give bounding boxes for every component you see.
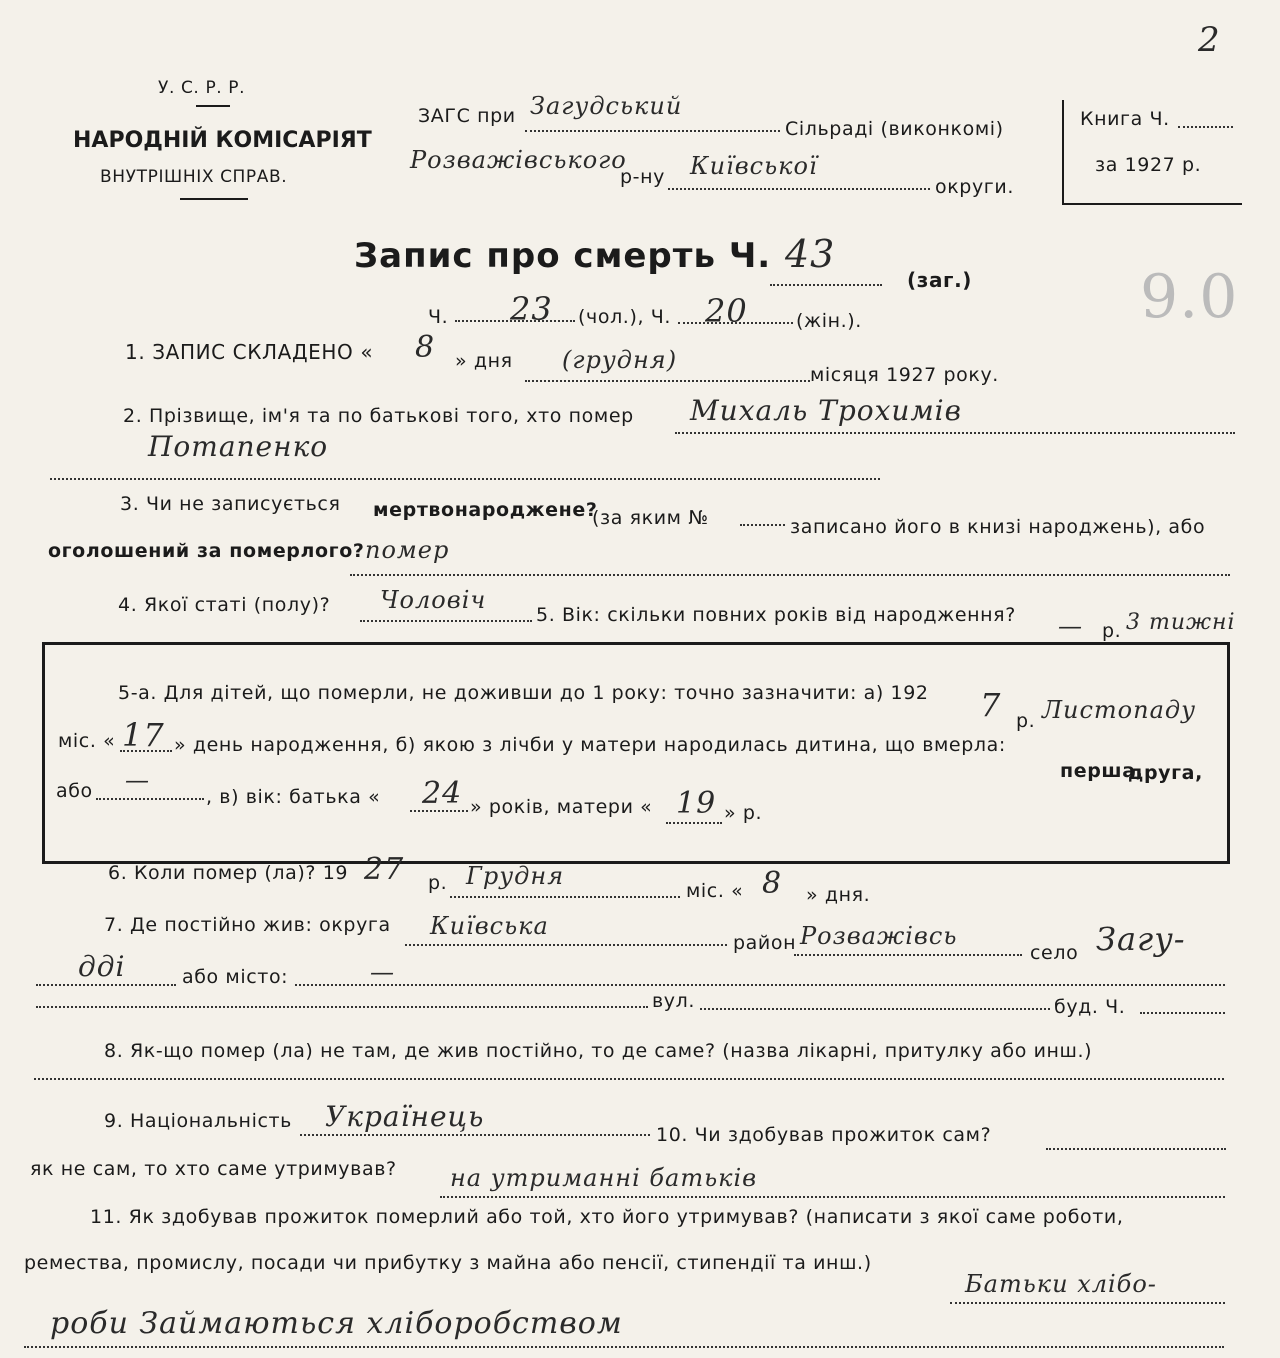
fill-line [295,984,1225,986]
q6-tail: » дня. [806,884,871,906]
q5a-dash-handwritten: — [125,766,150,794]
department-title: ВНУТРІШНІХ СПРАВ. [100,167,288,187]
q7-raion-handwritten: Розважівсь [800,922,958,950]
margin-mark-side: 9.0 [1140,262,1239,332]
fill-line [1046,1148,1226,1150]
q6-month-handwritten: Грудня [466,862,565,890]
q11-label-cont: ремества, промислу, посади чи прибутку з майна або пенсії, стипендії та инш.) [24,1252,872,1274]
count-ch-label: Ч. [428,306,449,328]
female-label: (жін.). [796,310,862,332]
fill-line [36,984,176,986]
fill-line [300,1134,650,1136]
fill-line [50,478,880,480]
fill-line [360,620,532,622]
q11-answer-handwritten-cont: роби Займаються хліборобством [50,1306,623,1341]
female-count-handwritten: 20 [705,292,748,330]
q5a-label: 5-а. Для дітей, що померли, не доживши до 1 року: точно зазначити: а) 192 [118,682,929,704]
q3-stillborn: мертвонароджене? [373,499,598,521]
fill-line [36,1006,648,1008]
q4-answer-handwritten: Чоловіч [380,586,487,614]
q5a-day-handwritten: 17 [122,716,165,754]
q11-label: 11. Як здобував прожиток померлий або той, хто його утримував? (написати з якої саме роботи, [90,1206,1124,1228]
q10-answer-handwritten: на утриманні батьків [450,1164,758,1192]
fill-line [450,896,680,898]
zags-okruha-handwritten: Київської [690,152,818,180]
zags-label: ЗАГС при [418,105,516,127]
q3-label: 3. Чи не записується [120,493,341,515]
fill-line [96,798,204,800]
q5a-father-age-handwritten: 24 [422,776,463,811]
q5-age-handwritten: 3 тижні [1126,610,1236,635]
okruha-label: округи. [935,176,1014,198]
q5a-mis: міс. « [58,730,116,752]
divider [196,105,230,107]
q6-mis: міс. « [686,880,744,902]
fill-line [770,284,882,286]
fill-line [740,524,785,526]
q7-raion-label: район [733,932,797,954]
fill-line [120,750,172,752]
q7-selo-label: село [1030,942,1079,964]
zags-raion-handwritten: Розважівського [410,146,627,174]
record-number-handwritten: 43 [785,232,836,276]
q2-label: 2. Прізвище, ім'я та по батькові того, хто помер [123,405,634,427]
q1-label: 1. ЗАПИС СКЛАДЕНО « [125,340,374,364]
fill-line [350,574,1230,576]
male-label: (чол.), Ч. [578,306,672,328]
q7-street-label: вул. [652,990,696,1012]
fill-line [794,954,1022,956]
q2-surname-handwritten: Потапенко [148,430,329,463]
q6-year-handwritten: 27 [364,852,405,887]
q1-tail: місяця 1927 року. [810,364,999,386]
fill-line [675,432,1235,434]
book-box-border [1062,203,1242,205]
divider [180,198,248,200]
zags-village-handwritten: Загудський [530,92,683,120]
q3-answer-handwritten: помер [365,536,450,564]
fill-line [1140,1012,1225,1014]
q5a-abo: або [56,780,93,802]
q9-label: 9. Національність [104,1110,292,1132]
fill-line [525,380,810,382]
fill-line [455,320,575,322]
book-year: за 1927 р. [1095,154,1202,176]
q4-label: 4. Якої статі (полу)? [118,594,331,616]
q7-city-label: або місто: [182,966,289,988]
fill-line [700,1008,1050,1010]
q11-answer-handwritten: Батьки хлібо- [965,1270,1157,1298]
fill-line [666,822,722,824]
fill-line [440,1196,1225,1198]
q7-label: 7. Де постійно жив: округа [104,914,391,936]
q1-month-handwritten: (грудня) [562,346,678,374]
q7-okruha-handwritten: Київська [430,912,549,940]
q5-dash-handwritten: — [1058,612,1083,640]
q7-selo-handwritten-cont: дді [78,950,126,983]
book-box-border [1062,100,1064,205]
q5a-parents-age: , в) вік: батька « [206,786,381,808]
q5a-month-handwritten: Листопаду [1042,696,1197,724]
q5a-mother-label: » років, матери « [470,796,653,818]
fill-line [34,1078,1224,1080]
q5-r: р. [1102,620,1122,642]
q1-day-handwritten: 8 [415,330,436,365]
q9-answer-handwritten: Українець [325,1100,485,1133]
q3-birth-book: записано його в книзі народжень), або [790,516,1206,538]
q3-declared-dead: оголошений за померлого? [48,540,365,562]
q6-day-handwritten: 8 [762,866,783,901]
q6-label: 6. Коли помер (ла)? 19 [108,862,349,884]
q6-r: р. [428,872,448,894]
q7-building-label: буд. Ч. [1054,996,1126,1018]
q8-label: 8. Як-що помер (ла) не там, де жив постійно, то де саме? (назва лікарні, притулку або инш.) [104,1040,1093,1062]
q5-label: 5. Вік: скільки повних років від народження? [536,604,1016,626]
fill-line [668,188,930,190]
republic-label: У. С. Р. Р. [158,78,246,98]
fill-line [678,322,793,324]
q5a-second: друга, [1128,762,1203,784]
fill-line [410,810,468,812]
q1-day-label: » дня [455,350,513,372]
q5a-birth-order: » день народження, б) якою з лічби у матери народилась дитина, що вмерла: [174,734,1006,756]
fill-line [950,1302,1225,1304]
record-suffix: (заг.) [907,268,973,292]
q7-selo-handwritten: Загу- [1096,920,1186,958]
fill-line [24,1346,1224,1348]
q10-dependent-label: як не сам, то хто саме утримував? [30,1158,397,1180]
fill-line [1178,126,1233,128]
q5a-mother-age-handwritten: 19 [676,786,717,821]
raion-label: р-ну [620,166,665,188]
fill-line [405,944,727,946]
margin-mark-top: 2 [1198,20,1221,60]
q5a-r: р. [1016,710,1036,732]
q7-city-dash-handwritten: — [370,958,395,986]
q10-label: 10. Чи здобував прожиток сам? [656,1124,992,1146]
q2-name-handwritten: Михаль Трохимів [690,394,962,427]
male-count-handwritten: 23 [510,290,553,328]
q3-number-label: (за яким № [592,507,709,529]
q5a-year-handwritten: 7 [980,686,1002,724]
fill-line [525,130,780,132]
q5a-tail: » р. [724,802,763,824]
record-title: Запис про смерть Ч. [354,236,772,276]
book-number-label: Книга Ч. [1080,108,1170,130]
council-label: Сільраді (виконкомі) [785,118,1004,140]
q5a-first: перша, [1060,760,1144,782]
commissariat-title: НАРОДНІЙ КОМІСАРІЯТ [73,128,372,153]
